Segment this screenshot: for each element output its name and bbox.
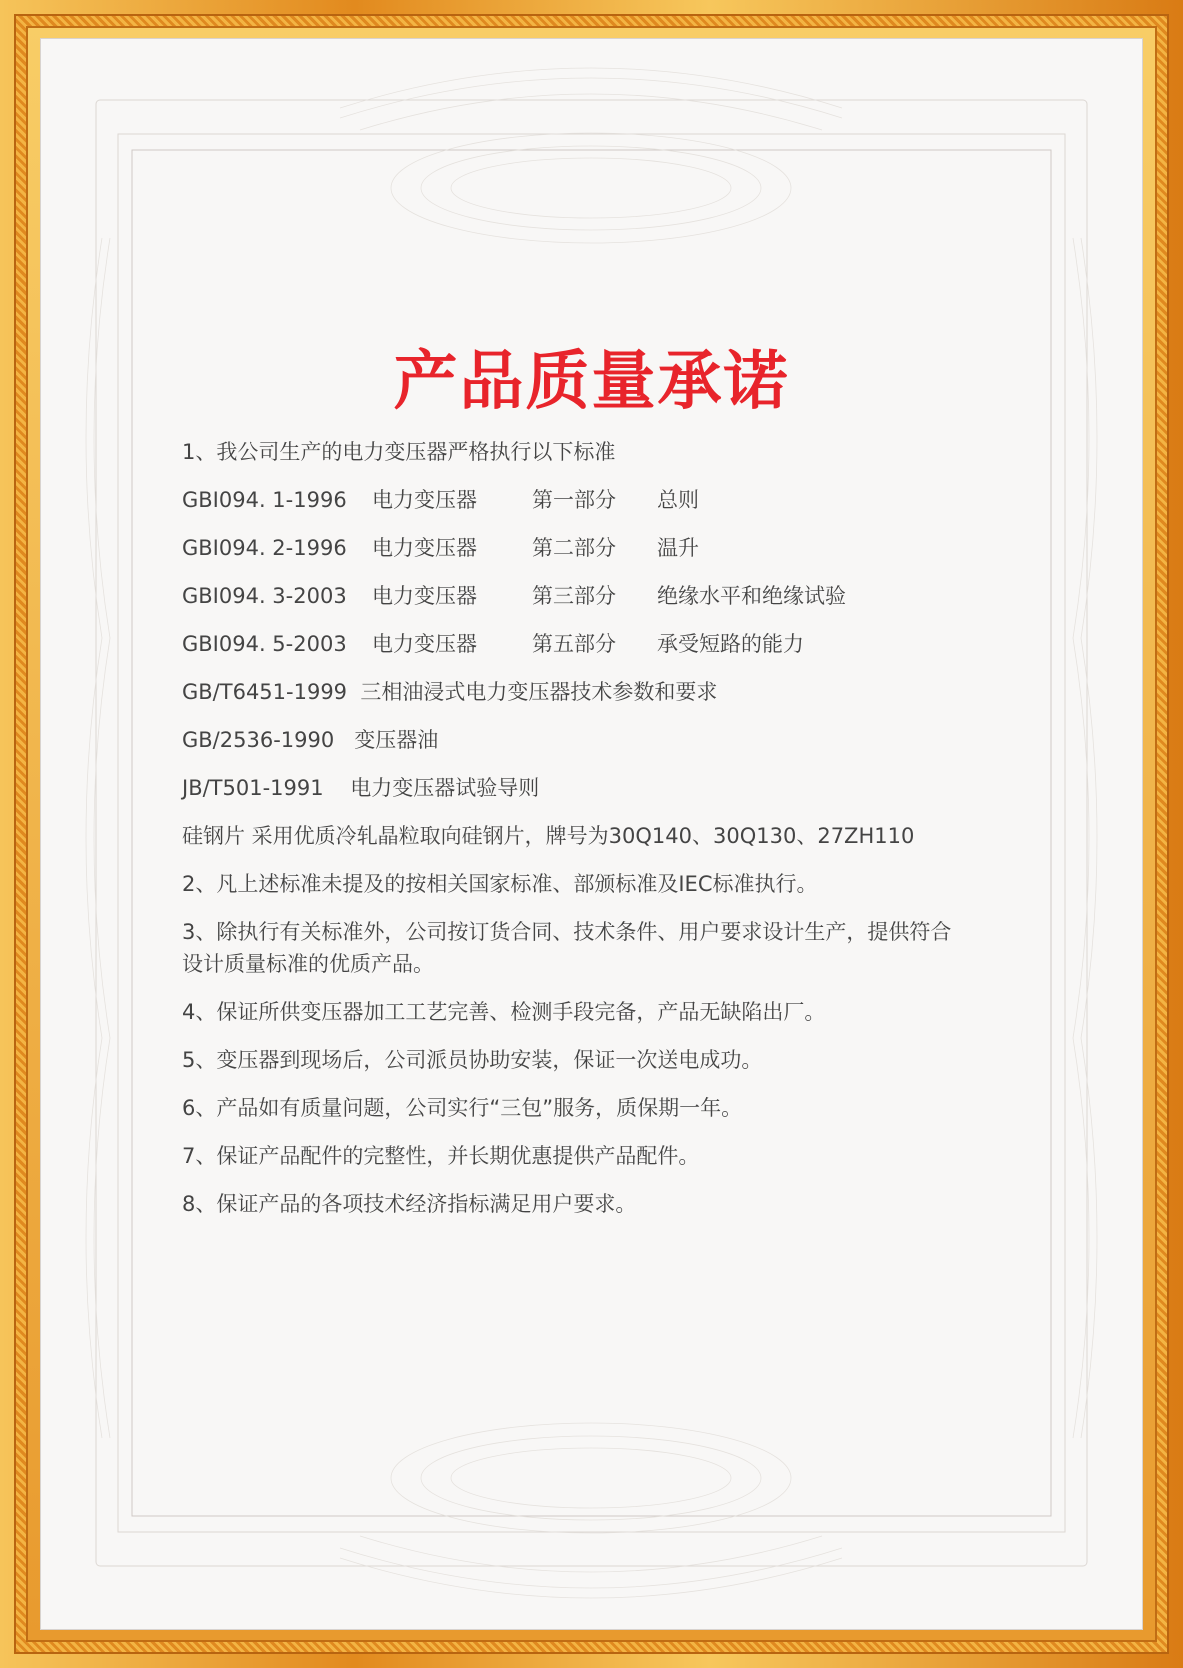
standard-name: 电力变压器 [372,536,477,560]
standard-topic: 绝缘水平和绝缘试验 [657,584,846,608]
other-standard-line: GB/T6451-1999 三相油浸式电力变压器技术参数和要求 [182,680,718,704]
commitment-item: 6、产品如有质量问题，公司实行“三包”服务，质保期一年。 [182,1096,743,1120]
commitment-body [182,436,962,1236]
commitment-item: 2、凡上述标准未提及的按相关国家标准、部颁标准及IEC标准执行。 [182,872,818,896]
silicon-steel-line: 硅钢片 采用优质冷轧晶粒取向硅钢片，牌号为30Q140、30Q130、27ZH110 [182,824,915,848]
other-standard-line: GB/2536-1990 变压器油 [182,728,439,752]
standard-code: GBI094. 5-2003 [182,632,347,656]
commitment-item: 7、保证产品配件的完整性，并长期优惠提供产品配件。 [182,1144,700,1168]
standard-code: GBI094. 2-1996 [182,536,347,560]
page-title: 产品质量承诺 [393,345,790,419]
standard-row [182,628,962,660]
standard-part: 第三部分 [532,584,616,608]
standard-row [182,580,962,612]
standard-part: 第五部分 [532,632,616,656]
commitment-item: 3、除执行有关标准外，公司按订货合同、技术条件、用户要求设计生产，提供符合设计质量标准的优质产品。 [182,920,952,976]
standard-code: GBI094. 1-1996 [182,488,347,512]
standard-name: 电力变压器 [372,584,477,608]
standard-name: 电力变压器 [372,632,477,656]
standard-topic: 承受短路的能力 [657,632,804,656]
standard-name: 电力变压器 [372,488,477,512]
commitment-item: 5、变压器到现场后，公司派员协助安装，保证一次送电成功。 [182,1048,763,1072]
standard-topic: 总则 [657,488,699,512]
standard-row [182,532,962,564]
other-standard-line: JB/T501-1991 电力变压器试验导则 [182,776,540,800]
commitment-item: 8、保证产品的各项技术经济指标满足用户要求。 [182,1192,637,1216]
standard-part: 第二部分 [532,536,616,560]
certificate-paper [40,38,1143,1630]
standard-row [182,484,962,516]
commitment-item: 4、保证所供变压器加工工艺完善、检测手段完备，产品无缺陷出厂。 [182,1000,826,1024]
intro-line: 1、我公司生产的电力变压器严格执行以下标准 [182,440,616,464]
standard-topic: 温升 [657,536,699,560]
standard-code: GBI094. 3-2003 [182,584,347,608]
standard-part: 第一部分 [532,488,616,512]
